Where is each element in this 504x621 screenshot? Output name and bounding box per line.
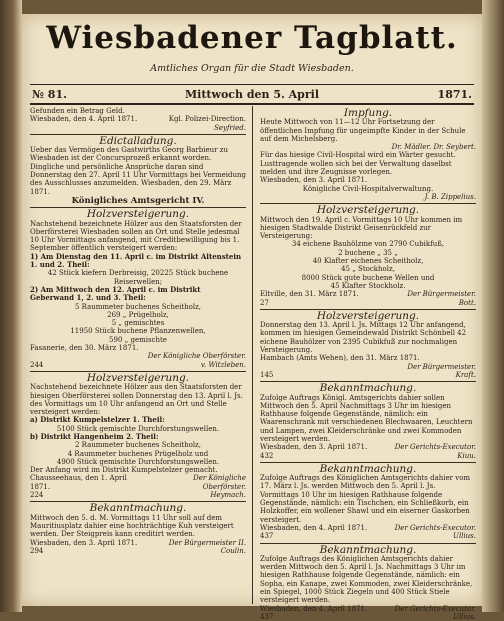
notice-body: Mittwoch den 5. d. M. Vormittags 11 Uhr soll auf dem Mauritiusplatz dahier eine hochträchtige Kuh versteigert werden. Der Steigpreis kann creditirt werden. [30,513,234,539]
text-line: Wiesbaden, den 4. April 1871. [30,115,138,124]
notice-number: 437 [260,532,274,541]
list-item: 2 Raummeter buchenes Scheitholz, [74,441,202,450]
notice-heading: Bekanntmachung. [319,462,417,475]
notice-date: Fasanerie, den 30. März 1871. [30,344,139,353]
notice-heading: Holzversteigerung. [316,204,420,217]
notice-date: Wiesbaden, den 4. April 1871. [260,523,368,532]
notice-item: a) Distrikt Kumpelstelzer 1. Theil: [30,415,165,425]
list-item: 40 Klafter eichenes Scheitholz, [312,257,424,266]
notice-body: Zufolge Auftrags des Königlichen Amtsgerichts dahier werden Mittwoch den 5. April l. Js. Nachmittags 3 Uhr im hiesigen Rathhause folgende Gegenstände, nämlich: ein Sopha, ein Kanape, zwei Kommoden, zwei Kleiderschränke, ein Spiegel, 1000 Stück Ziegeln und 400 Stück Stiele versteigert werden. [260,554,473,605]
notice-heading: Edictalladung. [99,134,177,147]
notice-date: Chausseehaus, den 1. April 1871. [30,474,127,491]
list-item: 45 Klafter Stockholz. [330,281,406,290]
signature: Der Gerichts-Executor. [394,443,476,452]
notice-number: 432 [260,451,274,460]
list-item: 11950 Stück buchene Pflanzenwellen, [70,327,206,336]
signature: Der Gerichts-Executor. [394,604,476,613]
signature-name: Kraft. [455,370,476,379]
signature: Der Bürgermeister II. [168,538,246,547]
signature: Der Bürgermeister. [407,290,476,299]
signature: Kgl. Polizei-Direction. [168,115,246,124]
notice-heading: Bekanntmachung. [319,543,417,556]
notice-body: Ueber das Vermögen des Gastwirths Georg Barbieur zu Wiesbaden ist der Concursprozeß erkannt worden. Dingliche und persönliche Ansprüche daran sind Donnerstag den 27. April 11 Uhr Vormittags bei Vermeidung des Ausschlusses anzumelden. Wiesbaden, den 29. März 1871. [30,146,246,196]
notice-body: Mittwoch den 19. April c. Vormittags 10 Uhr kommen im hiesigen Stadtwalde Distrikt Geisenrückfeld zur Versteigerung: [260,215,463,241]
signature-name: J. B. Zippelius. [424,192,476,201]
notice-heading: Impfung. [343,107,393,119]
signature-name: v. Witzleben. [200,360,246,369]
signature: Königliche Civil-Hospitalverwaltung. [302,184,434,193]
notice-authority: Königliches Amtsgericht IV. [71,195,205,206]
newspaper-page [22,14,482,621]
notice-item-text: 42 Stück kiefern Derbreisig, 20225 Stück buchene Reiserwellen; [47,269,229,286]
notice-number: 27 [260,298,269,307]
notice-body: Nachstehend bezeichnete Hölzer aus den Staatsforsten der hiesigen Oberförsterei sollen Donnerstag den 13. April l. Js. des Vormittags um 10 Uhr anfangend an Ort und Stelle versteigert werden: [30,383,243,417]
issue-date: Mittwoch den 5. April [184,88,320,101]
notice-heading: Holzversteigerung. [316,309,420,322]
notice-number: 145 [260,370,274,379]
notice-heading: Bekanntmachung. [89,502,187,515]
notice-number: 437 [260,612,274,621]
notice-body: Heute Mittwoch von 11—12 Uhr Fortsetzung der öffentlichen Impfung für ungeimpfte Kinder in der Schule auf dem Michelsberg. [260,118,466,143]
notice-body: Nachstehend bezeichnete Hölzer aus den Staatsforsten der Oberförsterei Wiesbaden sollen an Ort und Stelle jedesmal 10 Uhr Vormittags anfangend, mit Creditbewilligung bis 1. September öffentlich versteigert werden: [30,219,242,253]
signature: Der Bürgermeister. [407,362,476,371]
signature: Der Königliche Oberförster. [147,352,246,361]
header-rule-top [30,84,474,85]
notice-heading: Bekanntmachung. [319,382,417,395]
list-item: 269 „ Prügelholz, [107,310,169,319]
notice-item: 1) Am Dienstag den 11. April c. im Distrikt Altenstein 1. und 2. Theil: [30,251,242,270]
list-item: 590 „ gemischte [109,335,167,344]
masthead-title: Wiesbadener Tagblatt. [46,20,458,56]
notice-date: Eltville, den 31. März 1871. [260,290,359,299]
header-rule-bottom [30,103,474,105]
right-column [260,107,476,621]
notice-item: 2) Am Mittwoch den 12. April c. im Distrikt Geberwand 1, 2. und 3. Theil: [30,284,201,303]
signature: Der Königliche Oberförster. [193,474,246,491]
list-item: 4 Raummeter buchenes Prügelholz und [67,449,209,458]
notice-date: Wiesbaden, den 3. April 1871. [30,538,138,547]
list-item: 8000 Stück gute buchene Wellen und [301,273,435,282]
list-item: 5 „ gemischtes [111,319,165,328]
issue-year: 1871. [437,88,472,101]
list-item: 34 eichene Bauhölzme von 2790 Cubikfuß, [291,240,445,249]
masthead-subtitle: Amtliches Organ für die Stadt Wiesbaden. [150,63,354,74]
left-column [30,107,246,555]
list-item: 4900 Stück gemischte Durchforstungswellen. [56,457,220,466]
signature-name: Ullius. [453,532,476,541]
signature-name: Coulin. [220,546,246,555]
signature-name: Ullius. [453,612,476,621]
signature-name: Dr. Mädler. Dr. Seybert. [391,143,476,152]
notice-date: Hambach (Amts Wehen), den 31. März 1871. [260,354,420,363]
text-line: Gefunden ein Betrag Geld. [30,107,125,115]
notice-body: Zufolge Auftrags Königl. Amtsgerichts dahier sollen Mittwoch den 5. April Nachmittags 3 Uhr im hiesigen Rathhause folgende Gegenstände, nämlich: ein Waarenschrank mit verschiedenen Blechwaaren, Leuchtern und Lampen, zwei Kleiderschränke und zwei Kommoden versteigert werden. [260,393,473,443]
notice-date: Wiesbaden, den 3. April 1871. [260,443,368,452]
signature-name: Bott. [458,298,476,307]
notice-number: 224 [30,491,44,500]
notice-heading: Holzversteigerung. [86,371,190,384]
signature: Der Gerichts-Executor. [394,523,476,532]
notice-date: Wiesbaden, den 3. April 1871. [260,176,368,185]
list-item: 5100 Stück gemischte Durchforstungswellen. [56,424,220,433]
notice-note: Der Anfang wird im Distrikt Kumpelstelzer gemacht. [30,466,218,475]
notice-body: Für das hiesige Civil-Hospital wird ein Wärter gesucht. Lusttragende wollen sich bei der Verwaltung daselbst melden und ihre Zeugnisse vorlegen. [260,151,456,177]
notice-number: 244 [30,360,44,369]
column-divider [252,106,253,604]
list-item: 45 „ Stockholz, [341,265,395,274]
signature-name: Kiuu. [457,451,476,460]
notice-number: 294 [30,546,44,555]
book-spine [0,0,22,612]
notice-body: Donnerstag den 13. April l. Js. Mittags 12 Uhr anfangend, kommen im hiesigen Gemeindewald Distrikt Schönbell 42 eichene Bauhölzer von 2395 Cubikfuß zur nochmaligen Versteigerung. [260,321,467,355]
list-item: 2 buchene „ 35 „ [338,248,398,257]
signature-name: Heymach. [210,491,246,500]
notice-body: Zufolge Auftrags des Königlichen Amtsgerichts dahier vom 17. März l. Js. werden Mittwoch den 5. April l. Js. Vormittags 10 Uhr im hiesigen Rathhause folgende Gegenstände, nämlich: ein Tischchen, ein Schließkorb, ein Holzkoffer, ein wollener Shawl und ein eiserner Gaskorben versteigert. [260,474,471,524]
notice-heading: Holzversteigerung. [86,208,190,221]
notice-item: b) Distrikt Hangenheim 2. Theil: [30,431,159,441]
signature-name: Seyfried. [214,123,246,132]
issue-number: № 81. [32,88,67,101]
list-item: 5 Raummeter buchenes Scheitholz, [74,302,202,311]
page-edge [482,0,504,612]
notice-date: Wiesbaden, den 4. April 1871. [260,604,368,613]
